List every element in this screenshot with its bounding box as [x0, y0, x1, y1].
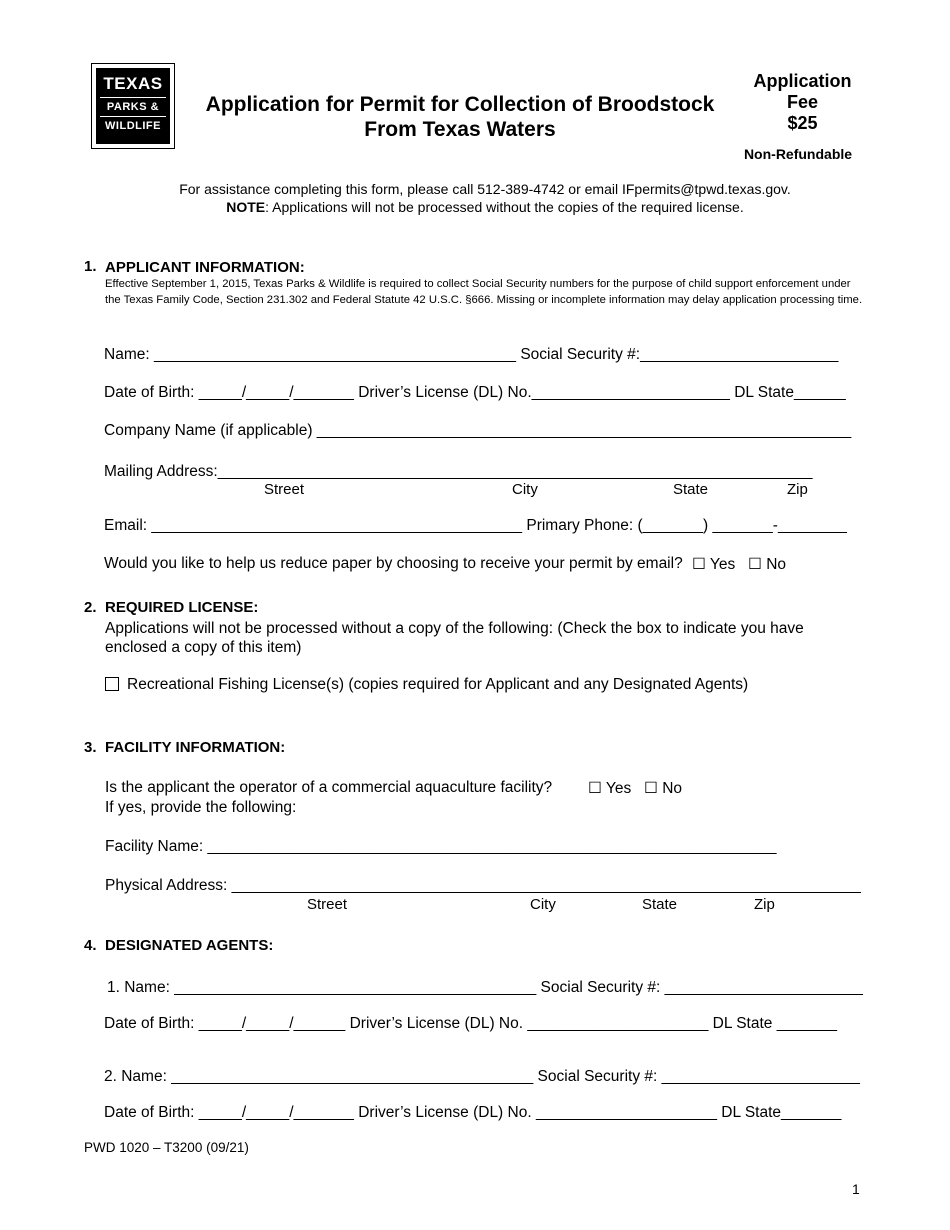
physical-zip-label: Zip: [754, 896, 775, 913]
mailing-zip-label: Zip: [787, 481, 808, 498]
title-line-1: Application for Permit for Collection of Broodstock: [205, 93, 715, 116]
email-permit-question: Would you like to help us reduce paper by choosing to receive your permit by email?: [104, 555, 683, 572]
fee-note: Non-Refundable: [743, 146, 853, 162]
required-license-text: Applications will not be processed without a copy of the following: (Check the box to indicate you have enclosed a copy of this item): [105, 620, 804, 656]
applicant-name-line[interactable]: Name: __________________________________________ Social Security #:_______________________: [104, 346, 839, 363]
ssn-disclosure: Effective September 1, 2015, Texas Parks & Wildlife is required to collect Social Security numbers for the purpose of child support enforcement under the Texas Family Code, Section 231.302 and Federal Statute 42 U.S.C. §666. Missing or incomplete information may delay application processing time.: [105, 278, 863, 306]
physical-state-label: State: [642, 896, 678, 913]
assistance-line: For assistance completing this form, please call 512-389-4742 or email IFpermits@tpwd.texas.gov.: [179, 181, 791, 197]
section-2-title: REQUIRED LICENSE:: [105, 599, 259, 616]
applicant-dob-line[interactable]: Date of Birth: _____/_____/_______ Driver’s License (DL) No._______________________ DL State______: [104, 384, 846, 401]
fee-amount: $25: [787, 113, 818, 133]
application-fee: [735, 71, 870, 134]
page-title: [190, 92, 730, 142]
title-line-2: From Texas Waters: [364, 118, 556, 141]
facility-name-line[interactable]: Facility Name: __________________________________________________________________: [105, 838, 777, 855]
fee-line-2: Fee: [786, 92, 819, 112]
note-label: NOTE: [226, 199, 266, 215]
email-permit-no-checkbox[interactable]: ☐ No: [748, 556, 787, 573]
aquaculture-question: Is the applicant the operator of a commercial aquaculture facility?: [105, 779, 553, 796]
physical-address-line[interactable]: Physical Address: _________________________________________________________________________: [105, 877, 861, 894]
fee-line-1: Application: [753, 71, 852, 91]
section-2-number: 2.: [84, 599, 97, 616]
company-name-line[interactable]: Company Name (if applicable) ______________________________________________________________: [104, 422, 852, 439]
physical-street-label: Street: [307, 896, 348, 913]
tpwd-logo: [91, 63, 175, 149]
if-yes-instruction: If yes, provide the following:: [105, 799, 297, 816]
aquaculture-yes-checkbox[interactable]: ☐ Yes: [588, 780, 632, 797]
assistance-info: [90, 180, 880, 216]
logo-texas-text: TEXAS: [103, 74, 163, 93]
agent-2-dob-line[interactable]: Date of Birth: _____/_____/_______ Driver’s License (DL) No. _____________________ DL State_______: [104, 1104, 842, 1121]
section-1-title: APPLICANT INFORMATION:: [105, 259, 305, 276]
aquaculture-no-checkbox[interactable]: ☐ No: [644, 780, 683, 797]
note-line: [90, 198, 880, 216]
form-id: PWD 1020 – T3200 (09/21): [84, 1140, 249, 1155]
physical-city-label: City: [530, 896, 556, 913]
section-1-number: 1.: [84, 258, 97, 275]
email-phone-line[interactable]: Email: ___________________________________________ Primary Phone: (_______) _______-________: [104, 517, 847, 534]
agent-2-name-line[interactable]: 2. Name: __________________________________________ Social Security #: _______________________: [104, 1068, 860, 1085]
section-3-number: 3.: [84, 739, 97, 756]
mailing-street-label: Street: [264, 481, 305, 498]
mailing-address-line[interactable]: Mailing Address:_____________________________________________________________________: [104, 463, 813, 480]
note-text: : Applications will not be processed without the copies of the required license.: [265, 199, 744, 215]
agent-1-name-line[interactable]: 1. Name: __________________________________________ Social Security #: _______________________: [107, 979, 863, 996]
section-4-title: DESIGNATED AGENTS:: [105, 937, 274, 954]
agent-1-dob-line[interactable]: Date of Birth: _____/_____/______ Driver’s License (DL) No. _____________________ DL State _______: [104, 1015, 838, 1032]
fishing-license-checkbox[interactable]: [105, 676, 119, 694]
checkbox-icon[interactable]: [105, 677, 119, 691]
page-number: 1: [852, 1181, 860, 1197]
mailing-city-label: City: [512, 481, 538, 498]
logo-parks-text: PARKS &: [106, 101, 160, 113]
fishing-license-label: Recreational Fishing License(s) (copies required for Applicant and any Designated Agents): [127, 676, 749, 693]
logo-wildlife-text: WILDLIFE: [105, 120, 161, 132]
section-3-title: FACILITY INFORMATION:: [105, 739, 286, 756]
mailing-state-label: State: [673, 481, 709, 498]
email-permit-yes-checkbox[interactable]: ☐ Yes: [692, 556, 736, 573]
section-4-number: 4.: [84, 937, 97, 954]
